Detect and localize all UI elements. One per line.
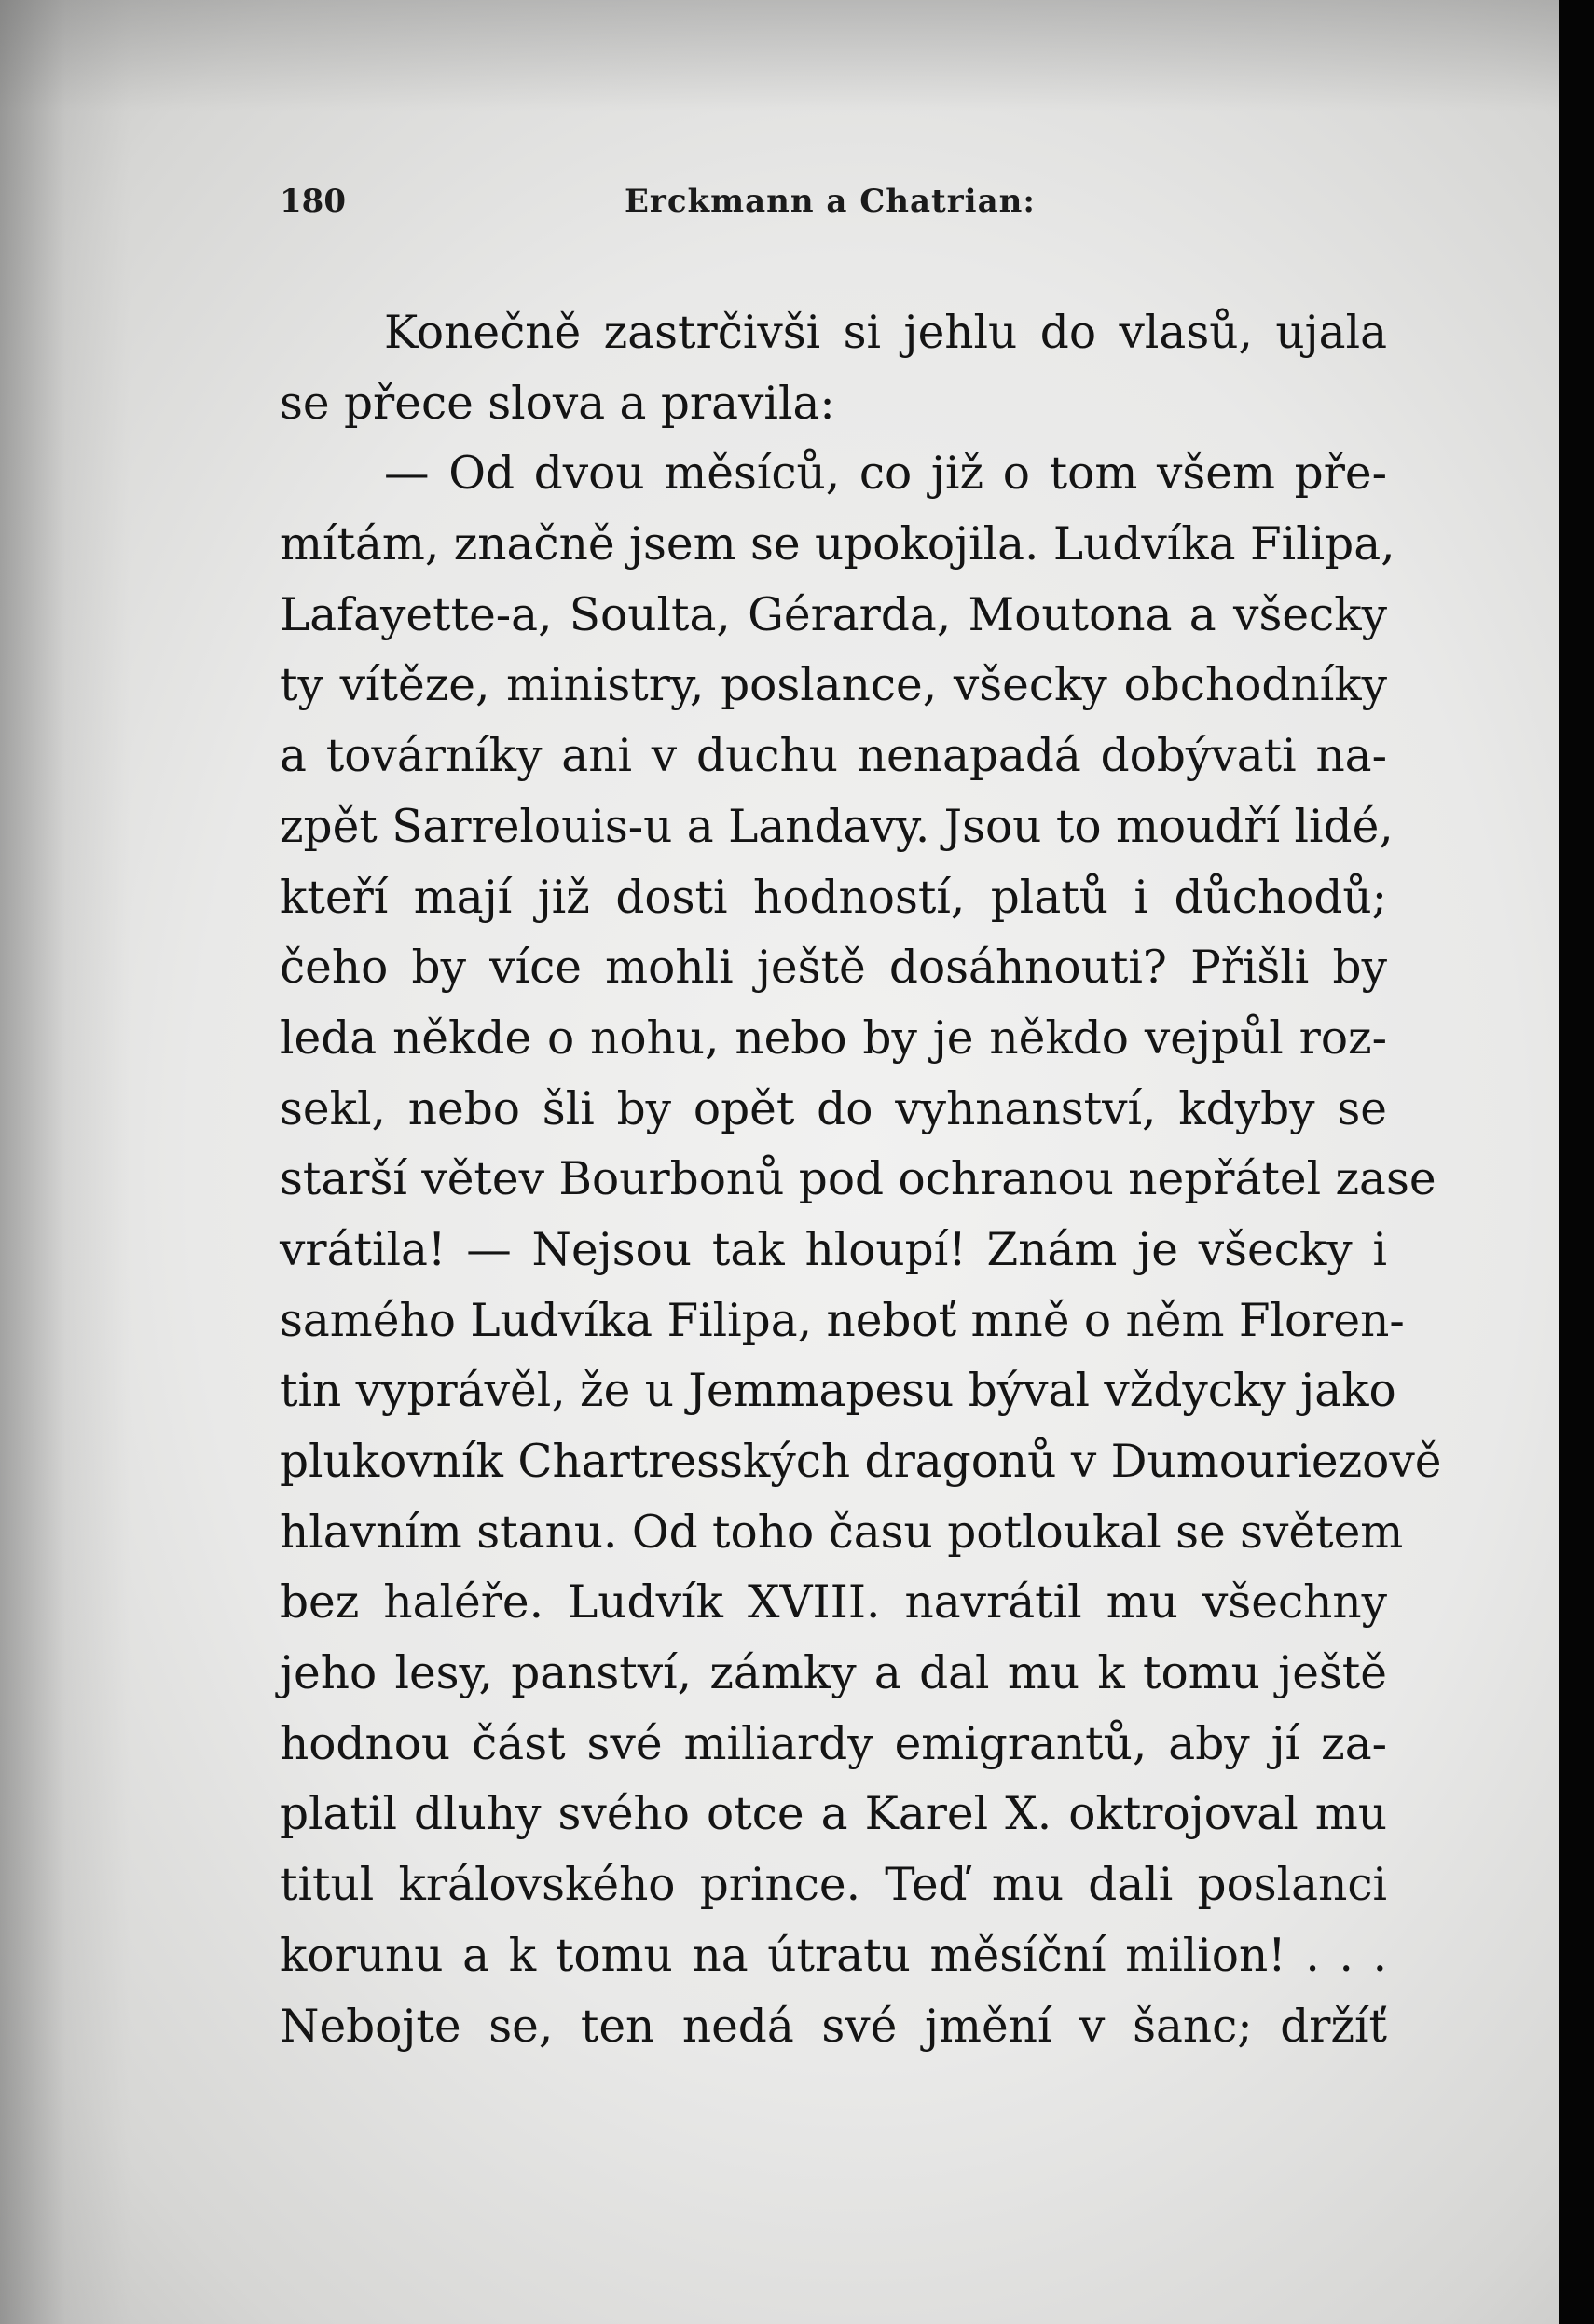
text-line: Konečně zastrčivši si jehlu do vlasů, ujala xyxy=(384,307,1387,359)
text-line: korunu a k tomu na útratu měsíční milion! . . . xyxy=(280,1929,1387,1982)
page-header xyxy=(280,183,1417,239)
page-number: 180 xyxy=(280,183,346,220)
text-line: plukovník Chartresských dragonů v Dumouriezově xyxy=(280,1436,1442,1488)
running-head: Erckmann a Chatrian: xyxy=(625,183,1036,220)
text-line: vrátila! — Nejsou tak hloupí! Znám je všecky i xyxy=(280,1223,1387,1276)
text-line: sekl, nebo šli by opět do vyhnanství, kdyby se xyxy=(280,1082,1387,1135)
text-line: čeho by více mohli ještě dosáhnouti? Přišli by xyxy=(280,942,1387,995)
text-line: titul královského prince. Teď mu dali poslanci xyxy=(280,1859,1387,1912)
text-line: leda někde o nohu, nebo by je někdo vejpůl roz- xyxy=(280,1011,1387,1065)
text-line: — Od dvou měsíců, co již o tom všem pře- xyxy=(384,447,1387,501)
text-line: jeho lesy, panství, zámky a dal mu k tomu ještě xyxy=(280,1647,1387,1700)
text-line: starší větev Bourbonů pod ochranou nepřátel zase xyxy=(280,1153,1436,1206)
text-line: hodnou část své miliardy emigrantů, aby jí za- xyxy=(280,1717,1387,1770)
text-line: Lafayette-a, Soulta, Gérarda, Moutona a všecky xyxy=(280,588,1387,641)
text-line: bez haléře. Ludvík XVIII. navrátil mu všechny xyxy=(280,1576,1387,1630)
text-line: tin vyprávěl, že u Jemmapesu býval vždycky jako xyxy=(280,1365,1396,1418)
text-line: ty vítěze, ministry, poslance, všecky obchodníky xyxy=(280,659,1387,712)
text-line: zpět Sarrelouis-u a Landavy. Jsou to moudří lidé, xyxy=(280,800,1394,853)
text-line: mítám, značně jsem se upokojila. Ludvíka Filipa, xyxy=(280,518,1395,571)
scan-edge xyxy=(1559,0,1594,2324)
text-line: platil dluhy svého otce a Karel X. oktrojoval mu xyxy=(280,1788,1387,1841)
text-line: samého Ludvíka Filipa, neboť mně o něm Floren- xyxy=(280,1294,1405,1347)
text-line: kteří mají již dosti hodností, platů i důchodů; xyxy=(280,871,1387,924)
text-line: hlavním stanu. Od toho času potloukal se světem xyxy=(280,1506,1404,1559)
body-text xyxy=(280,298,1442,2062)
text-line: a továrníky ani v duchu nenapadá dobývati na- xyxy=(280,730,1387,783)
text-line: se přece slova a pravila: xyxy=(280,377,835,430)
text-line: Nebojte se, ten nedá své jmění v šanc; držíť xyxy=(280,2000,1387,2053)
